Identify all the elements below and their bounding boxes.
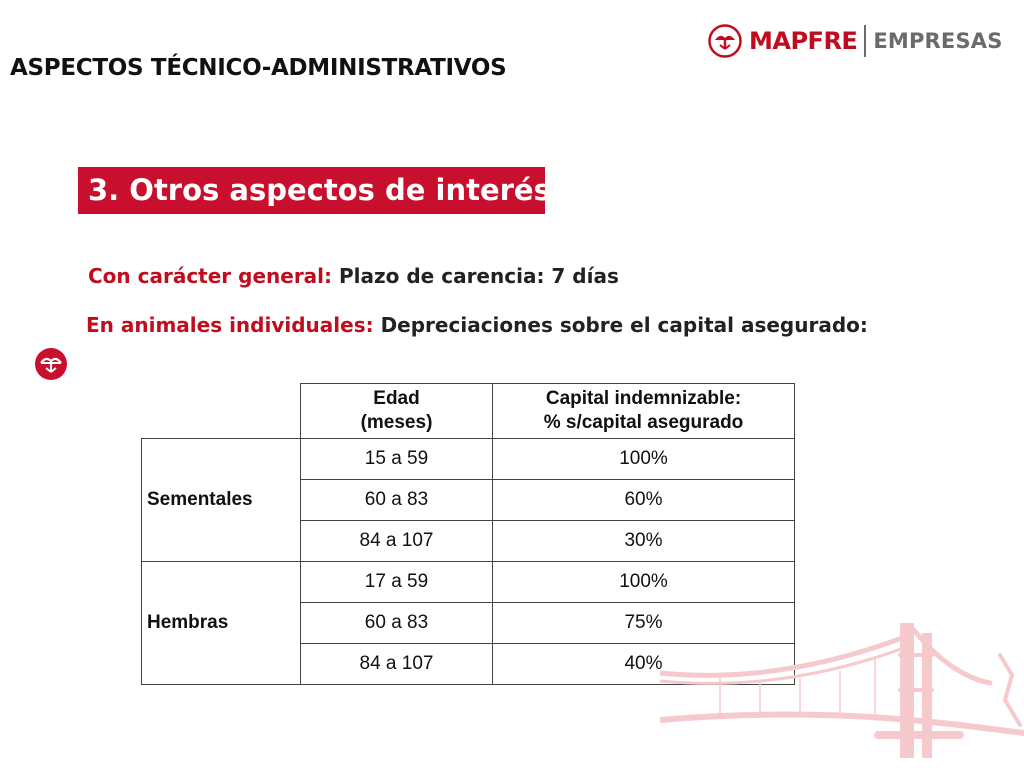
individual-line	[86, 313, 868, 337]
age-header	[301, 384, 493, 439]
mapfre-bullet-icon	[35, 348, 67, 380]
age-cell: 84 a 107	[301, 521, 493, 562]
logo-divider	[864, 25, 866, 57]
pct-cell: 30%	[493, 521, 795, 562]
capital-header-line1: Capital indemnizable:	[545, 388, 742, 409]
age-header-line1: Edad	[373, 388, 420, 409]
pct-cell: 100%	[493, 562, 795, 603]
pct-cell: 75%	[493, 603, 795, 644]
age-cell: 84 a 107	[301, 644, 493, 685]
group-label-hembras: Hembras	[142, 562, 301, 685]
capital-header-line2: % s/capital asegurado	[543, 412, 744, 433]
general-value: Plazo de carencia: 7 días	[339, 264, 619, 288]
age-header-line2: (meses)	[360, 412, 433, 433]
general-line	[88, 264, 619, 288]
page-title: ASPECTOS TÉCNICO-ADMINISTRATIVOS	[10, 55, 507, 81]
table-row	[142, 439, 795, 480]
age-cell: 60 a 83	[301, 603, 493, 644]
table-corner-cell	[142, 384, 301, 439]
bridge-watermark	[660, 615, 1024, 768]
table-header-row	[142, 384, 795, 439]
general-label: Con carácter general:	[88, 264, 333, 288]
logo-brand-text: MAPFRE	[749, 27, 858, 55]
pct-cell: 100%	[493, 439, 795, 480]
individual-label: En animales individuales:	[86, 313, 374, 337]
age-cell: 15 a 59	[301, 439, 493, 480]
mapfre-empresas-logo	[708, 22, 1008, 60]
logo-sub-text: EMPRESAS	[873, 29, 1003, 53]
section-heading: 3. Otros aspectos de interés	[78, 167, 545, 214]
age-cell: 17 a 59	[301, 562, 493, 603]
group-label-sementales: Sementales	[142, 439, 301, 562]
age-cell: 60 a 83	[301, 480, 493, 521]
table-row	[142, 562, 795, 603]
capital-header	[493, 384, 795, 439]
pct-cell: 40%	[493, 644, 795, 685]
pct-cell: 60%	[493, 480, 795, 521]
individual-value: Depreciaciones sobre el capital asegurado:	[380, 313, 868, 337]
mapfre-trebol-icon	[708, 24, 742, 58]
